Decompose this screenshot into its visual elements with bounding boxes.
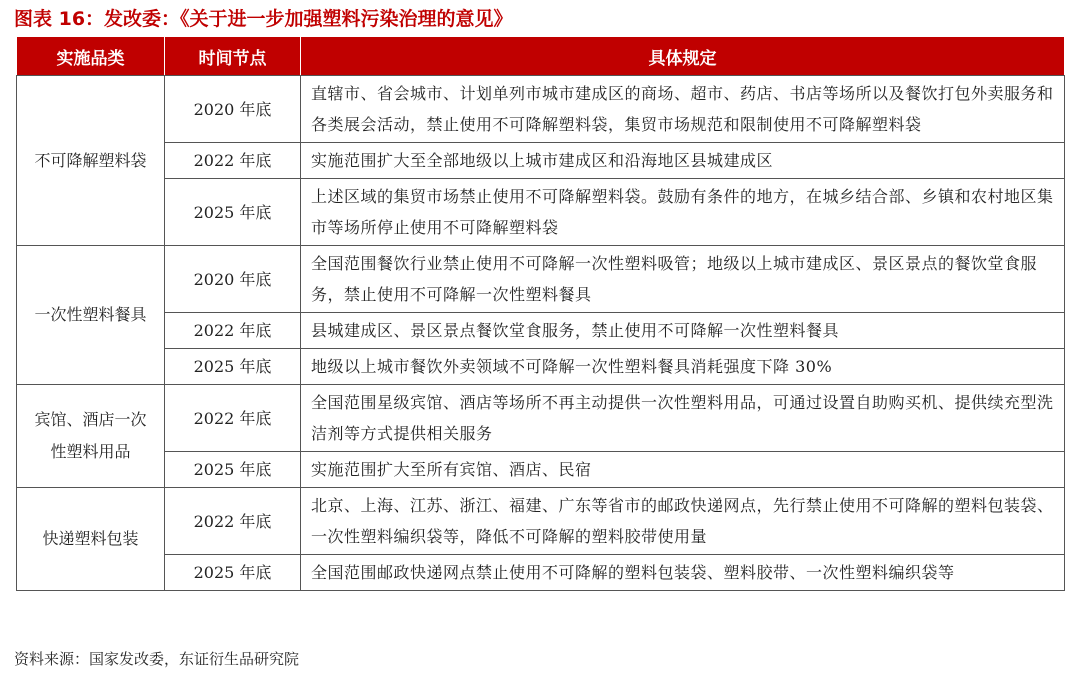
regulation-table <box>16 36 1065 591</box>
table-row <box>17 76 1065 143</box>
rule-cell: 全国范围餐饮行业禁止使用不可降解一次性塑料吸管；地级以上城市建成区、景区景点的餐饮堂食服务，禁止使用不可降解一次性塑料餐具 <box>301 246 1065 313</box>
time-cell: 2025 年底 <box>165 555 301 591</box>
rule-cell: 全国范围星级宾馆、酒店等场所不再主动提供一次性塑料用品，可通过设置自助购买机、提供续充型洗洁剂等方式提供相关服务 <box>301 385 1065 452</box>
category-cell: 不可降解塑料袋 <box>17 76 165 246</box>
table-row <box>17 452 1065 488</box>
category-cell: 宾馆、酒店一次性塑料用品 <box>17 385 165 488</box>
table-row <box>17 246 1065 313</box>
table-row <box>17 179 1065 246</box>
rule-cell: 实施范围扩大至所有宾馆、酒店、民宿 <box>301 452 1065 488</box>
time-cell: 2022 年底 <box>165 143 301 179</box>
time-cell: 2025 年底 <box>165 452 301 488</box>
figure-title: 图表 16：发改委：《关于进一步加强塑料污染治理的意见》 <box>14 8 513 30</box>
header-rule: 具体规定 <box>301 37 1065 76</box>
rule-cell: 上述区域的集贸市场禁止使用不可降解塑料袋。鼓励有条件的地方，在城乡结合部、乡镇和农村地区集市等场所停止使用不可降解塑料袋 <box>301 179 1065 246</box>
table-header-row <box>17 37 1065 76</box>
time-cell: 2020 年底 <box>165 76 301 143</box>
rule-cell: 实施范围扩大至全部地级以上城市建成区和沿海地区县城建成区 <box>301 143 1065 179</box>
table-row <box>17 555 1065 591</box>
header-time: 时间节点 <box>165 37 301 76</box>
rule-cell: 全国范围邮政快递网点禁止使用不可降解的塑料包装袋、塑料胶带、一次性塑料编织袋等 <box>301 555 1065 591</box>
header-category: 实施品类 <box>17 37 165 76</box>
time-cell: 2020 年底 <box>165 246 301 313</box>
rule-cell: 直辖市、省会城市、计划单列市城市建成区的商场、超市、药店、书店等场所以及餐饮打包外卖服务和各类展会活动，禁止使用不可降解塑料袋，集贸市场规范和限制使用不可降解塑料袋 <box>301 76 1065 143</box>
rule-cell: 北京、上海、江苏、浙江、福建、广东等省市的邮政快递网点，先行禁止使用不可降解的塑料包装袋、一次性塑料编织袋等，降低不可降解的塑料胶带使用量 <box>301 488 1065 555</box>
time-cell: 2022 年底 <box>165 488 301 555</box>
table-row <box>17 488 1065 555</box>
time-cell: 2022 年底 <box>165 313 301 349</box>
table-row <box>17 313 1065 349</box>
source-note: 资料来源：国家发改委，东证衍生品研究院 <box>14 650 300 668</box>
category-cell: 一次性塑料餐具 <box>17 246 165 385</box>
table-row <box>17 143 1065 179</box>
rule-cell: 县城建成区、景区景点餐饮堂食服务，禁止使用不可降解一次性塑料餐具 <box>301 313 1065 349</box>
time-cell: 2022 年底 <box>165 385 301 452</box>
table-row <box>17 349 1065 385</box>
time-cell: 2025 年底 <box>165 349 301 385</box>
table-row <box>17 385 1065 452</box>
rule-cell: 地级以上城市餐饮外卖领域不可降解一次性塑料餐具消耗强度下降 30% <box>301 349 1065 385</box>
category-cell: 快递塑料包装 <box>17 488 165 591</box>
time-cell: 2025 年底 <box>165 179 301 246</box>
